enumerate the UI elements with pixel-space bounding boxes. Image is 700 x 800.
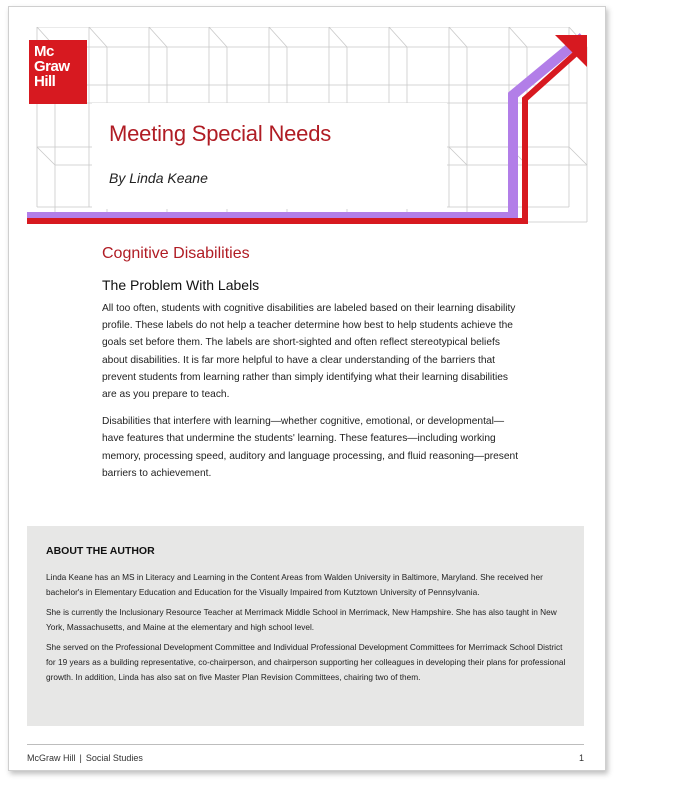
section-heading: Cognitive Disabilities <box>102 245 250 262</box>
author-paragraph: She served on the Professional Development Committee and Individual Professional Development Committees for Merrimack School District for 19 years as a building representative, co-chairperson, and chairperson supporting her colleagues in developing their plans for professional growth. In addition, Linda has also sat on five Master Plan Revision Committees, chairing two of them. <box>46 642 566 682</box>
logo-line: Graw <box>34 58 70 75</box>
footer-subject: Social Studies <box>85 753 143 763</box>
page-number: 1 <box>578 753 584 763</box>
author-paragraph: Linda Keane has an MS in Literacy and Learning in the Content Areas from Walden University in Baltimore, Maryland. She received her bachelor's in Elementary Education and Education for the Visually Impaired from Kutztown University of Pennsylvania. <box>46 572 543 597</box>
footer-publisher: McGraw Hill <box>27 753 76 763</box>
logo-line: Hill <box>34 73 56 90</box>
footer-separator: | <box>79 753 82 763</box>
article-body <box>102 245 522 482</box>
document-page <box>8 6 606 771</box>
author-paragraph: She is currently the Inclusionary Resource Teacher at Merrimack Middle School in Merrimack, New Hampshire. She has also taught in New York, Massachusetts, and Maine at the elementary and high school level. <box>46 607 557 632</box>
title-box <box>92 103 447 209</box>
mcgraw-hill-logo <box>29 40 87 104</box>
about-author-box <box>27 526 584 726</box>
footer-credit <box>27 753 143 763</box>
document-title: Meeting Special Needs <box>109 121 332 146</box>
author-byline: By Linda Keane <box>109 170 208 186</box>
page-footer <box>27 744 584 763</box>
about-author-heading: ABOUT THE AUTHOR <box>46 545 155 557</box>
logo-line: Mc <box>34 43 54 60</box>
sub-heading: The Problem With Labels <box>102 277 260 293</box>
body-paragraph: Disabilities that interfere with learning—whether cognitive, emotional, or developmental—have features that undermine the students' learning. These features—including working memory, processing speed, auditory and language processing, and fluid reasoning—present barriers to achievement. <box>102 416 519 479</box>
body-paragraph: All too often, students with cognitive disabilities are labeled based on their learning disability profile. These labels do not help a teacher determine how best to help students achieve the goals set before them. The labels are short-sighted and often reflect stereotypical beliefs about disabilities. It is far more helpful to have a clear understanding of the barriers that prevent students from learning rather than simply identifying what their learning disabilities are as you prepare to teach. <box>102 303 516 401</box>
